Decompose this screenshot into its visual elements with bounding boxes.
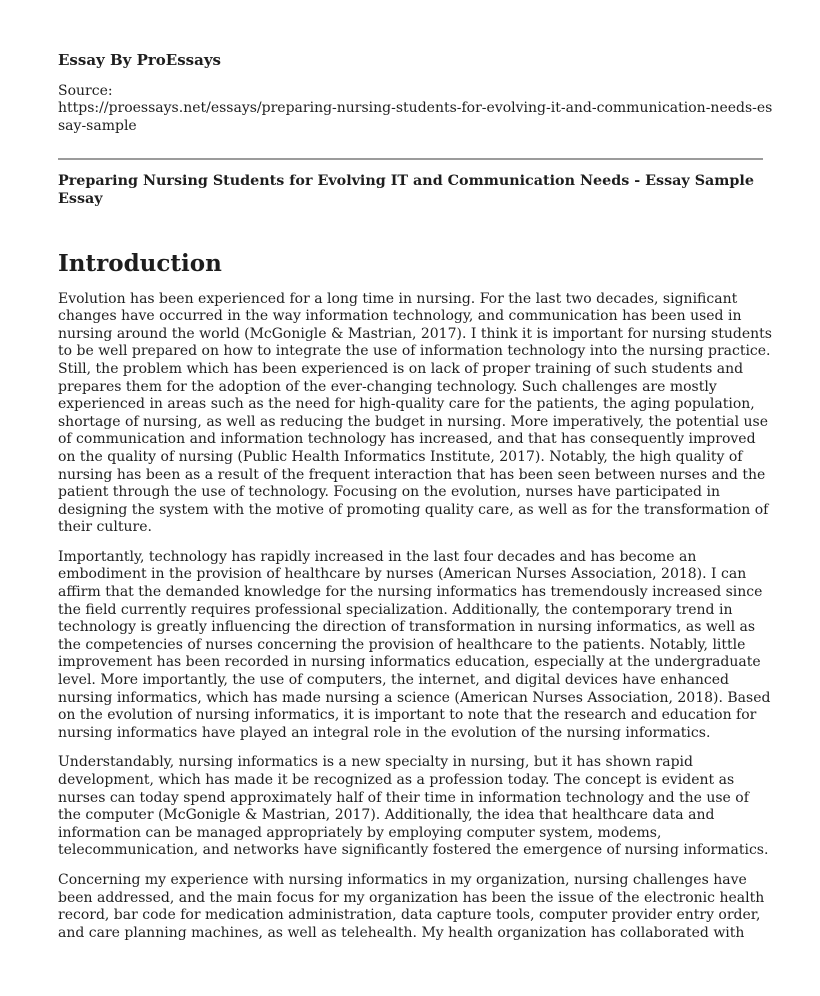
essay-paragraph-3: Understandably, nursing informatics is a new specialty in nursing, but it has shown rapid development, which has made it be recognized as a profession today. The concept is evident as nurses can today spend approximately half of their time in information technology and the use of the computer (McGonigle & Mastrian, 2017). Additionally, the idea that healthcare data and information can be managed appropriately by employing computer system, modems, telecommunication, and networks have significantly fostered the emergence of nursing informatics. <box>58 754 769 859</box>
source-block <box>58 83 775 136</box>
divider-line <box>58 158 763 160</box>
document-title: Preparing Nursing Students for Evolving IT and Communication Needs - Essay Sample Essay <box>58 173 754 207</box>
source-label: Source: <box>58 82 113 99</box>
essay-paragraph-4: Concerning my experience with nursing informatics in my organization, nursing challenges have been addressed, and the main focus for my organization has been the issue of the electronic health record, bar code for medication administration, data capture tools, computer provider entry order, and care planning machines, as well as telehealth. My health organization has collaborated with <box>58 871 765 941</box>
introduction-heading: Introduction <box>58 249 222 277</box>
source-url: https://proessays.net/essays/preparing-nursing-students-for-evolving-it-and-communication-needs-essay-sample <box>58 100 773 134</box>
brand-heading: Essay By ProEssays <box>58 51 221 69</box>
essay-paragraph-1: Evolution has been experienced for a long time in nursing. For the last two decades, significant changes have occurred in the way information technology, and communication has been used in nursing around the world (McGonigle & Mastrian, 2017). I think it is important for nursing students to be well prepared on how to integrate the use of information technology into the nursing practice. Still, the problem which has been experienced is on lack of proper training of such students and prepares them for the adoption of the ever-changing technology. Such challenges are mostly experienced in areas such as the need for high-quality care for the patients, the aging population, shortage of nursing, as well as reducing the budget in nursing. More imperatively, the potential use of communication and information technology has increased, and that has consequently improved on the quality of nursing (Public Health Informatics Institute, 2017). Notably, the high quality of nursing has been as a result of the frequent interaction that has been seen between nurses and the patient through the use of technology. Focusing on the evolution, nurses have participated in designing the system with the motive of promoting quality care, as well as for the transformation of their culture. <box>58 290 772 536</box>
essay-paragraph-2: Importantly, technology has rapidly increased in the last four decades and has become an embodiment in the provision of healthcare by nurses (American Nurses Association, 2018). I can affirm that the demanded knowledge for the nursing informatics has tremendously increased since the field currently requires professional specialization. Additionally, the contemporary trend in technology is greatly influencing the direction of transformation in nursing informatics, as well as the competencies of nurses concerning the provision of healthcare to the patients. Notably, little improvement has been recorded in nursing informatics education, especially at the undergraduate level. More importantly, the use of computers, the internet, and digital devices have enhanced nursing informatics, which has made nursing a science (American Nurses Association, 2018). Based on the evolution of nursing informatics, it is important to note that the research and education for nursing informatics have played an integral role in the evolution of the nursing informatics. <box>58 548 771 741</box>
